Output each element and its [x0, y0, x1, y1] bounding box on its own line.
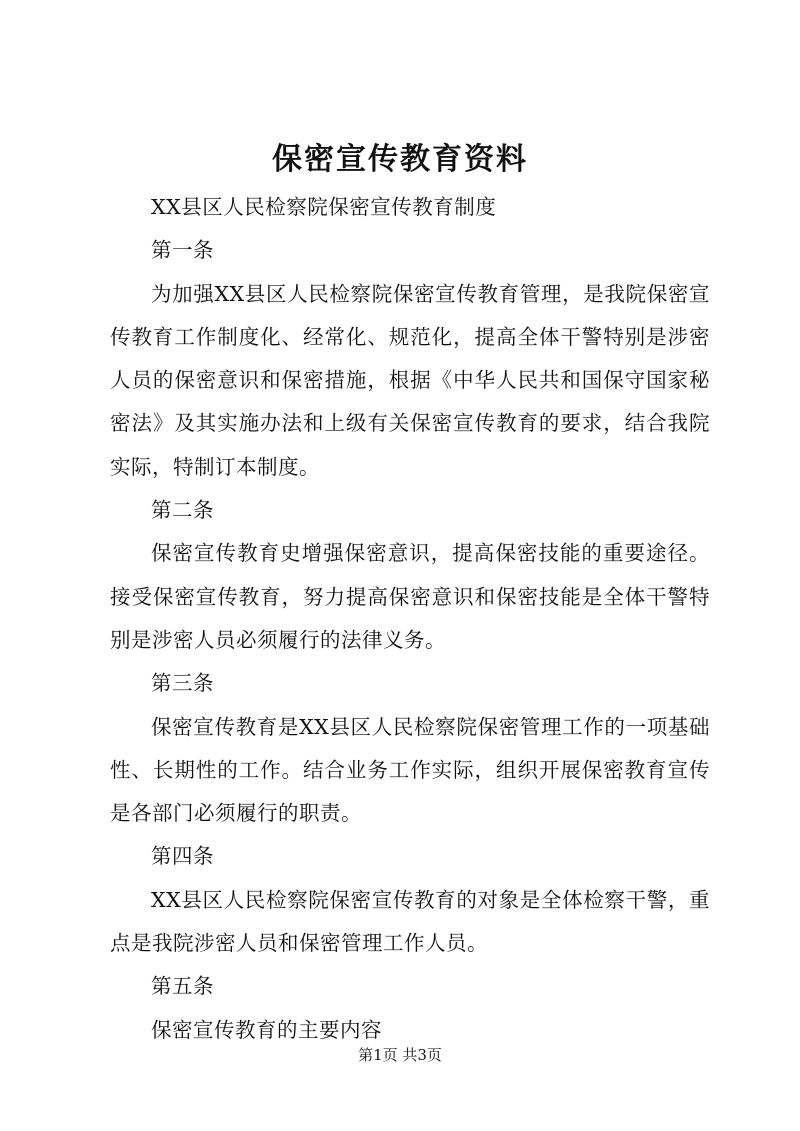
article-text-2: 保密宣传教育史增强保密意识，提高保密技能的重要途径。接受保密宣传教育，努力提高保密意识和保密技能是全体干警特别是涉密人员必须履行的法律义务。	[110, 541, 710, 652]
article-heading-5: 第五条	[151, 974, 214, 999]
article-text-1: 为加强XX县区人民检察院保密宣传教育管理，是我院保密宣传教育工作制度化、经常化、规范化，提高全体干警特别是涉密人员的保密意识和保密措施，根据《中华人民共和国保守国家秘密法》及其实施办法和上级有关保密宣传教育的要求，结合我院实际，特制订本制度。	[110, 281, 710, 479]
article-heading-4: 第四条	[151, 844, 214, 869]
article-text-3: 保密宣传教育是XX县区人民检察院保密管理工作的一项基础性、长期性的工作。结合业务工作实际，组织开展保密教育宣传是各部门必须履行的职责。	[110, 714, 710, 826]
article-text-4: XX县区人民检察院保密宣传教育的对象是全体检察干警，重点是我院涉密人员和保密管理工作人员。	[110, 887, 710, 956]
article-heading-2: 第二条	[151, 498, 214, 523]
document-subtitle: XX县区人民检察院保密宣传教育制度	[151, 195, 497, 219]
document-body	[110, 186, 710, 1052]
page-number-footer: 第1页 共3页	[358, 1046, 442, 1064]
article-heading-1: 第一条	[151, 238, 214, 263]
article-text-5: 保密宣传教育的主要内容	[151, 1017, 382, 1042]
document-title: 保密宣传教育资料	[272, 142, 528, 177]
article-heading-3: 第三条	[151, 671, 214, 696]
